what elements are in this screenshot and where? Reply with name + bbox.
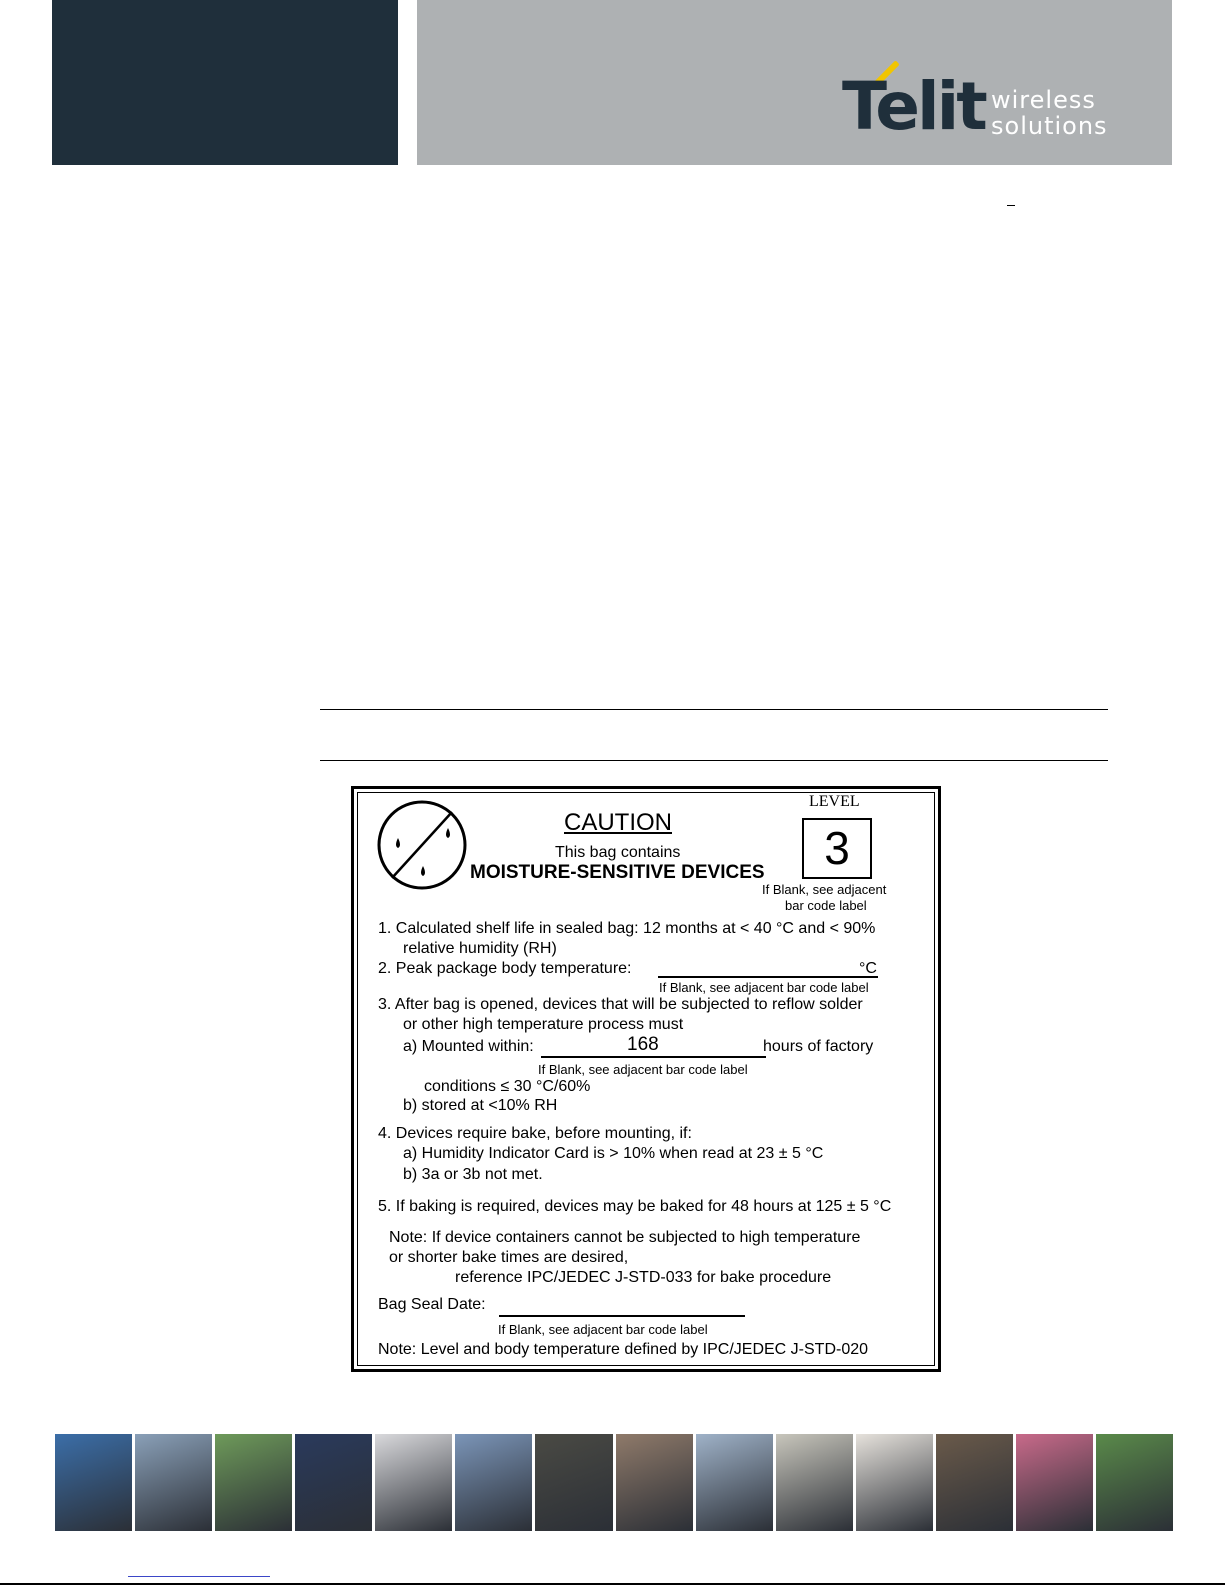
note-line-2: or shorter bake times are desired, (389, 1249, 629, 1266)
bag-seal-date-line (499, 1315, 745, 1317)
header-dark-panel (52, 0, 398, 165)
item-3a-value: 168 (627, 1034, 659, 1055)
item-3a-conditions: conditions ≤ 30 °C/60% (424, 1078, 591, 1095)
level-note-line-2: bar code label (785, 898, 867, 913)
divider-top (320, 709, 1108, 710)
footer-photo-7 (535, 1434, 612, 1531)
item-4a: a) Humidity Indicator Card is > 10% when read at 23 ± 5 °C (403, 1145, 824, 1162)
bag-seal-note: If Blank, see adjacent bar code label (498, 1322, 708, 1337)
header-grey-panel (417, 0, 1172, 165)
item-4-line-1: 4. Devices require bake, before mounting, if: (378, 1125, 692, 1142)
footer-photo-14 (1096, 1434, 1173, 1531)
footer-photo-strip (55, 1434, 1173, 1531)
footer-photo-11 (856, 1434, 933, 1531)
item-1-line-1: 1. Calculated shelf life in sealed bag: 12 months at < 40 °C and < 90% (378, 920, 876, 937)
label-footer-note: Note: Level and body temperature defined by IPC/JEDEC J-STD-020 (378, 1341, 869, 1358)
item-3-line-2: or other high temperature process must (403, 1016, 684, 1033)
level-note-line-1: If Blank, see adjacent (762, 882, 887, 897)
bag-contains-text: This bag contains (555, 844, 681, 861)
footer-photo-2 (135, 1434, 212, 1531)
note-line-1: Note: If device containers cannot be subjected to high temperature (389, 1229, 861, 1246)
footer-photo-8 (616, 1434, 693, 1531)
item-3a-suffix: hours of factory (763, 1038, 874, 1055)
item-1-line-2: relative humidity (RH) (403, 940, 557, 957)
caution-heading: CAUTION (564, 809, 672, 836)
item-2-unit: °C (859, 960, 877, 977)
company-logo: Telit (842, 68, 985, 145)
item-3b: b) stored at <10% RH (403, 1097, 558, 1114)
footer-photo-3 (215, 1434, 292, 1531)
item-3-line-1: 3. After bag is opened, devices that will be subjected to reflow solder (378, 996, 863, 1013)
footer-photo-1 (55, 1434, 132, 1531)
footer-photo-13 (1016, 1434, 1093, 1531)
footer-photo-9 (696, 1434, 773, 1531)
footer-photo-5 (375, 1434, 452, 1531)
level-label: LEVEL (809, 793, 860, 810)
footer-photo-4 (295, 1434, 372, 1531)
no-moisture-icon (376, 800, 470, 890)
footer-photo-6 (455, 1434, 532, 1531)
item-2-blank-line (658, 976, 878, 978)
footer-link-underline[interactable] (128, 1576, 270, 1577)
level-value-box: 3 (802, 818, 872, 879)
item-3a-note: If Blank, see adjacent bar code label (538, 1062, 748, 1077)
item-5: 5. If baking is required, devices may be baked for 48 hours at 125 ± 5 °C (378, 1198, 892, 1215)
item-4b: b) 3a or 3b not met. (403, 1166, 543, 1183)
divider-bottom (320, 760, 1108, 761)
label-title: MOISTURE-SENSITIVE DEVICES (470, 862, 765, 883)
item-2-note: If Blank, see adjacent bar code label (659, 980, 869, 995)
item-3a-prefix: a) Mounted within: (403, 1038, 534, 1055)
logo-tagline-2: solutions (991, 112, 1108, 140)
item-3a-blank-line (541, 1056, 766, 1058)
bag-seal-date-label: Bag Seal Date: (378, 1296, 486, 1313)
note-line-3: reference IPC/JEDEC J-STD-033 for bake procedure (455, 1269, 832, 1286)
footer-photo-10 (776, 1434, 853, 1531)
footer-photo-12 (936, 1434, 1013, 1531)
item-2: 2. Peak package body temperature: (378, 960, 632, 977)
stray-dash (1007, 205, 1015, 206)
logo-tagline-1: wireless (991, 86, 1096, 114)
